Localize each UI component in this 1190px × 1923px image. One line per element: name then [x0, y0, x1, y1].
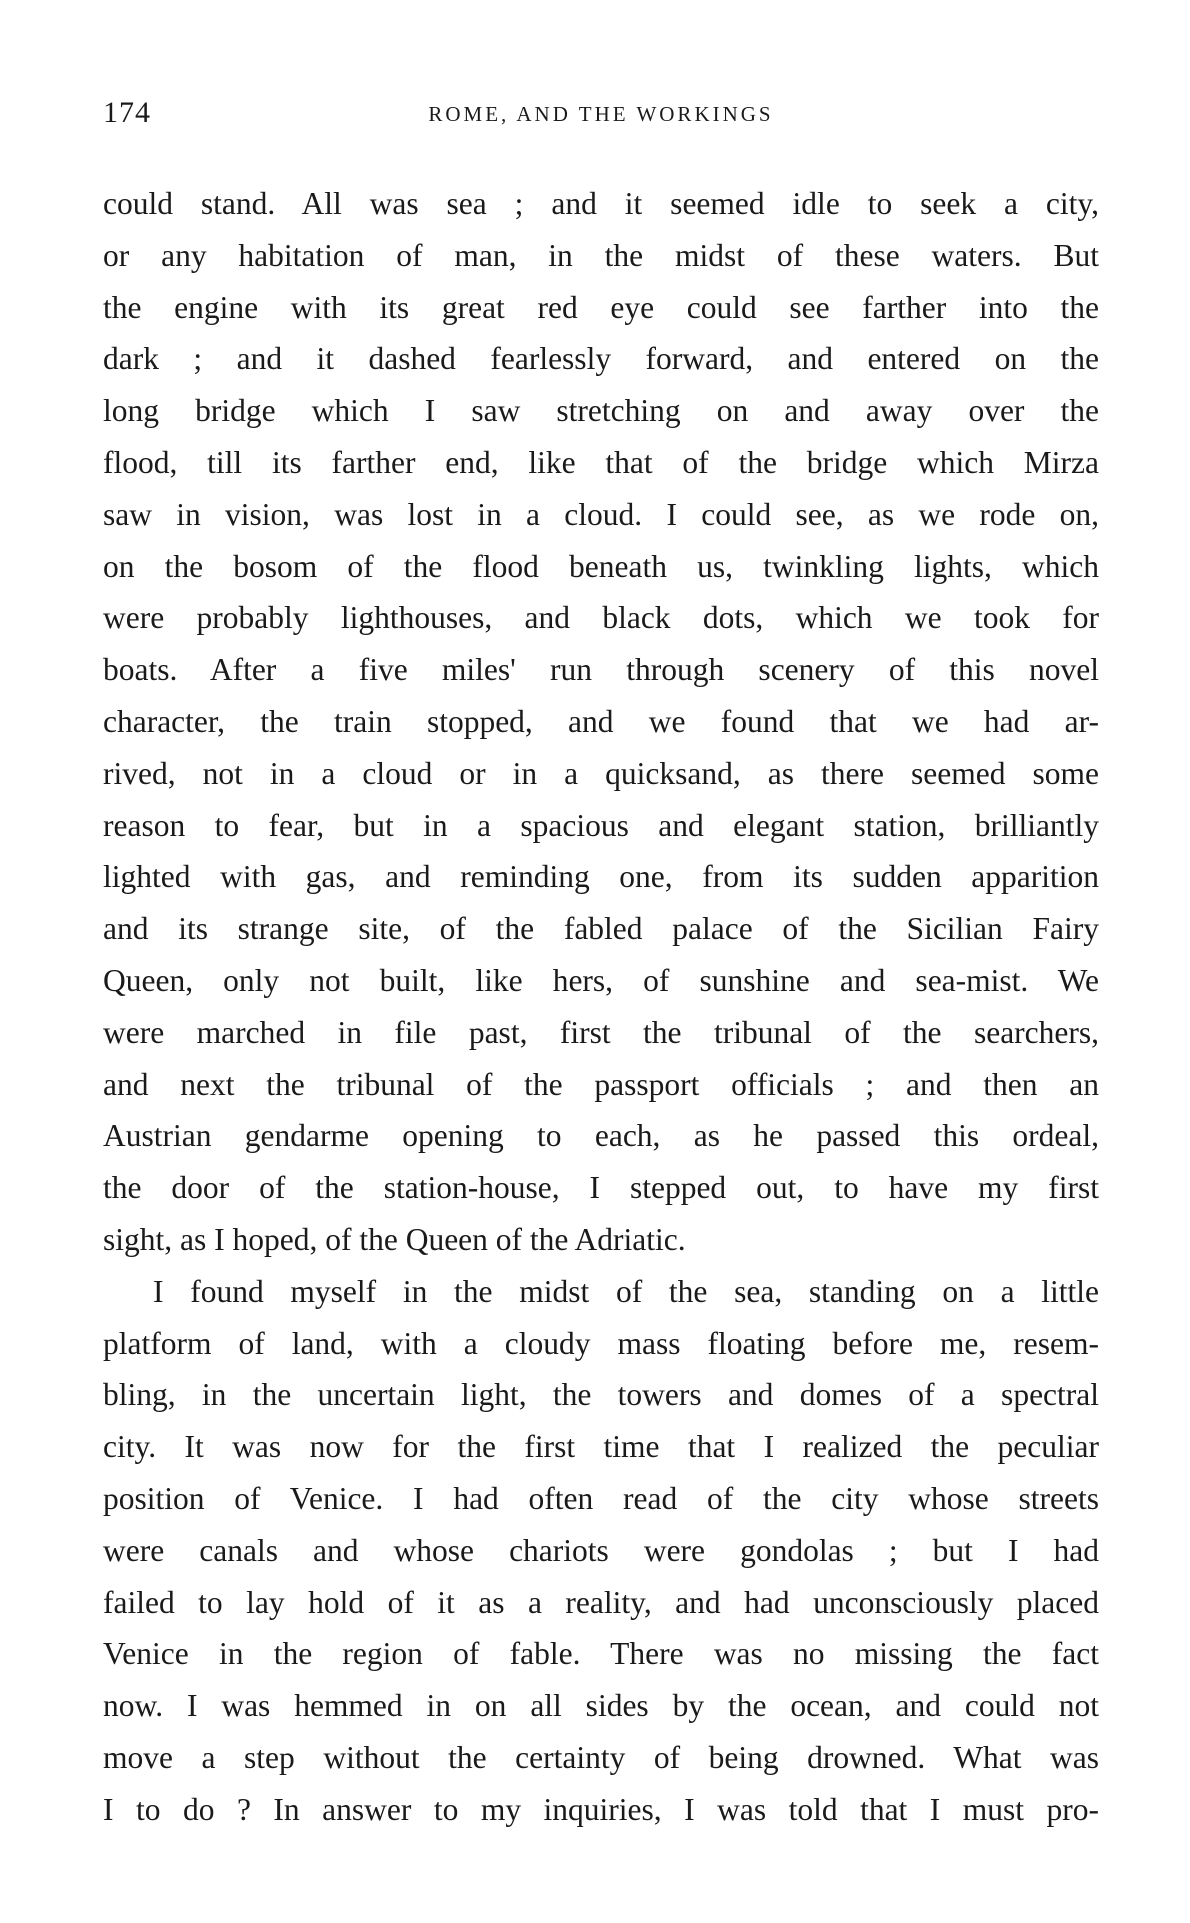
text-line: Austrian gendarme opening to each, as he passed this ordeal, [103, 1118, 1099, 1154]
text-line: city. It was now for the first time that I realized the peculiar [103, 1429, 1099, 1465]
text-line: lighted with gas, and reminding one, from its sudden apparition [103, 859, 1099, 895]
text-line: were marched in file past, first the tribunal of the searchers, [103, 1014, 1099, 1050]
text-line: boats. After a five miles' run through scenery of this novel [103, 652, 1099, 688]
body-text [103, 178, 1099, 1836]
text-line: move a step without the certainty of being drowned. What was [103, 1739, 1099, 1775]
page-number: 174 [103, 96, 151, 129]
text-line: saw in vision, was lost in a cloud. I could see, as we rode on, [103, 496, 1099, 532]
text-line: or any habitation of man, in the midst of these waters. But [103, 237, 1099, 273]
text-line: dark ; and it dashed fearlessly forward, and entered on the [103, 341, 1099, 377]
text-line: now. I was hemmed in on all sides by the ocean, and could not [103, 1688, 1099, 1724]
text-line: reason to fear, but in a spacious and elegant station, brilliantly [103, 807, 1099, 843]
text-line: bling, in the uncertain light, the towers and domes of a spectral [103, 1377, 1099, 1413]
text-line: sight, as I hoped, of the Queen of the Adriatic. [103, 1221, 686, 1257]
text-line: character, the train stopped, and we found that we had ar- [103, 703, 1099, 739]
text-line: flood, till its farther end, like that of the bridge which Mirza [103, 444, 1099, 480]
text-line: the engine with its great red eye could see farther into the [103, 289, 1099, 325]
text-line: long bridge which I saw stretching on and away over the [103, 393, 1099, 429]
text-line: failed to lay hold of it as a reality, and had unconsciously placed [103, 1584, 1099, 1620]
running-head [103, 96, 1099, 132]
text-line: on the bosom of the flood beneath us, twinkling lights, which [103, 548, 1099, 584]
text-line: platform of land, with a cloudy mass floating before me, resem- [103, 1325, 1099, 1361]
text-line: were probably lighthouses, and black dots, which we took for [103, 600, 1099, 636]
text-line: the door of the station-house, I stepped out, to have my first [103, 1170, 1099, 1206]
text-line: were canals and whose chariots were gondolas ; but I had [103, 1532, 1099, 1568]
text-line: and its strange site, of the fabled palace of the Sicilian Fairy [103, 911, 1099, 947]
text-line: could stand. All was sea ; and it seemed idle to seek a city, [103, 186, 1099, 221]
text-line: and next the tribunal of the passport officials ; and then an [103, 1066, 1099, 1102]
text-line: position of Venice. I had often read of the city whose streets [103, 1480, 1099, 1516]
text-line: Queen, only not built, like hers, of sunshine and sea-mist. We [103, 962, 1099, 998]
text-line: rived, not in a cloud or in a quicksand, as there seemed some [103, 755, 1099, 791]
running-title: ROME, AND THE WORKINGS [428, 102, 774, 126]
text-line: I to do ? In answer to my inquiries, I was told that I must pro- [103, 1791, 1099, 1827]
paragraph-start-line: I found myself in the midst of the sea, standing on a little [153, 1273, 1099, 1309]
text-line: Venice in the region of fable. There was no missing the fact [103, 1636, 1099, 1672]
